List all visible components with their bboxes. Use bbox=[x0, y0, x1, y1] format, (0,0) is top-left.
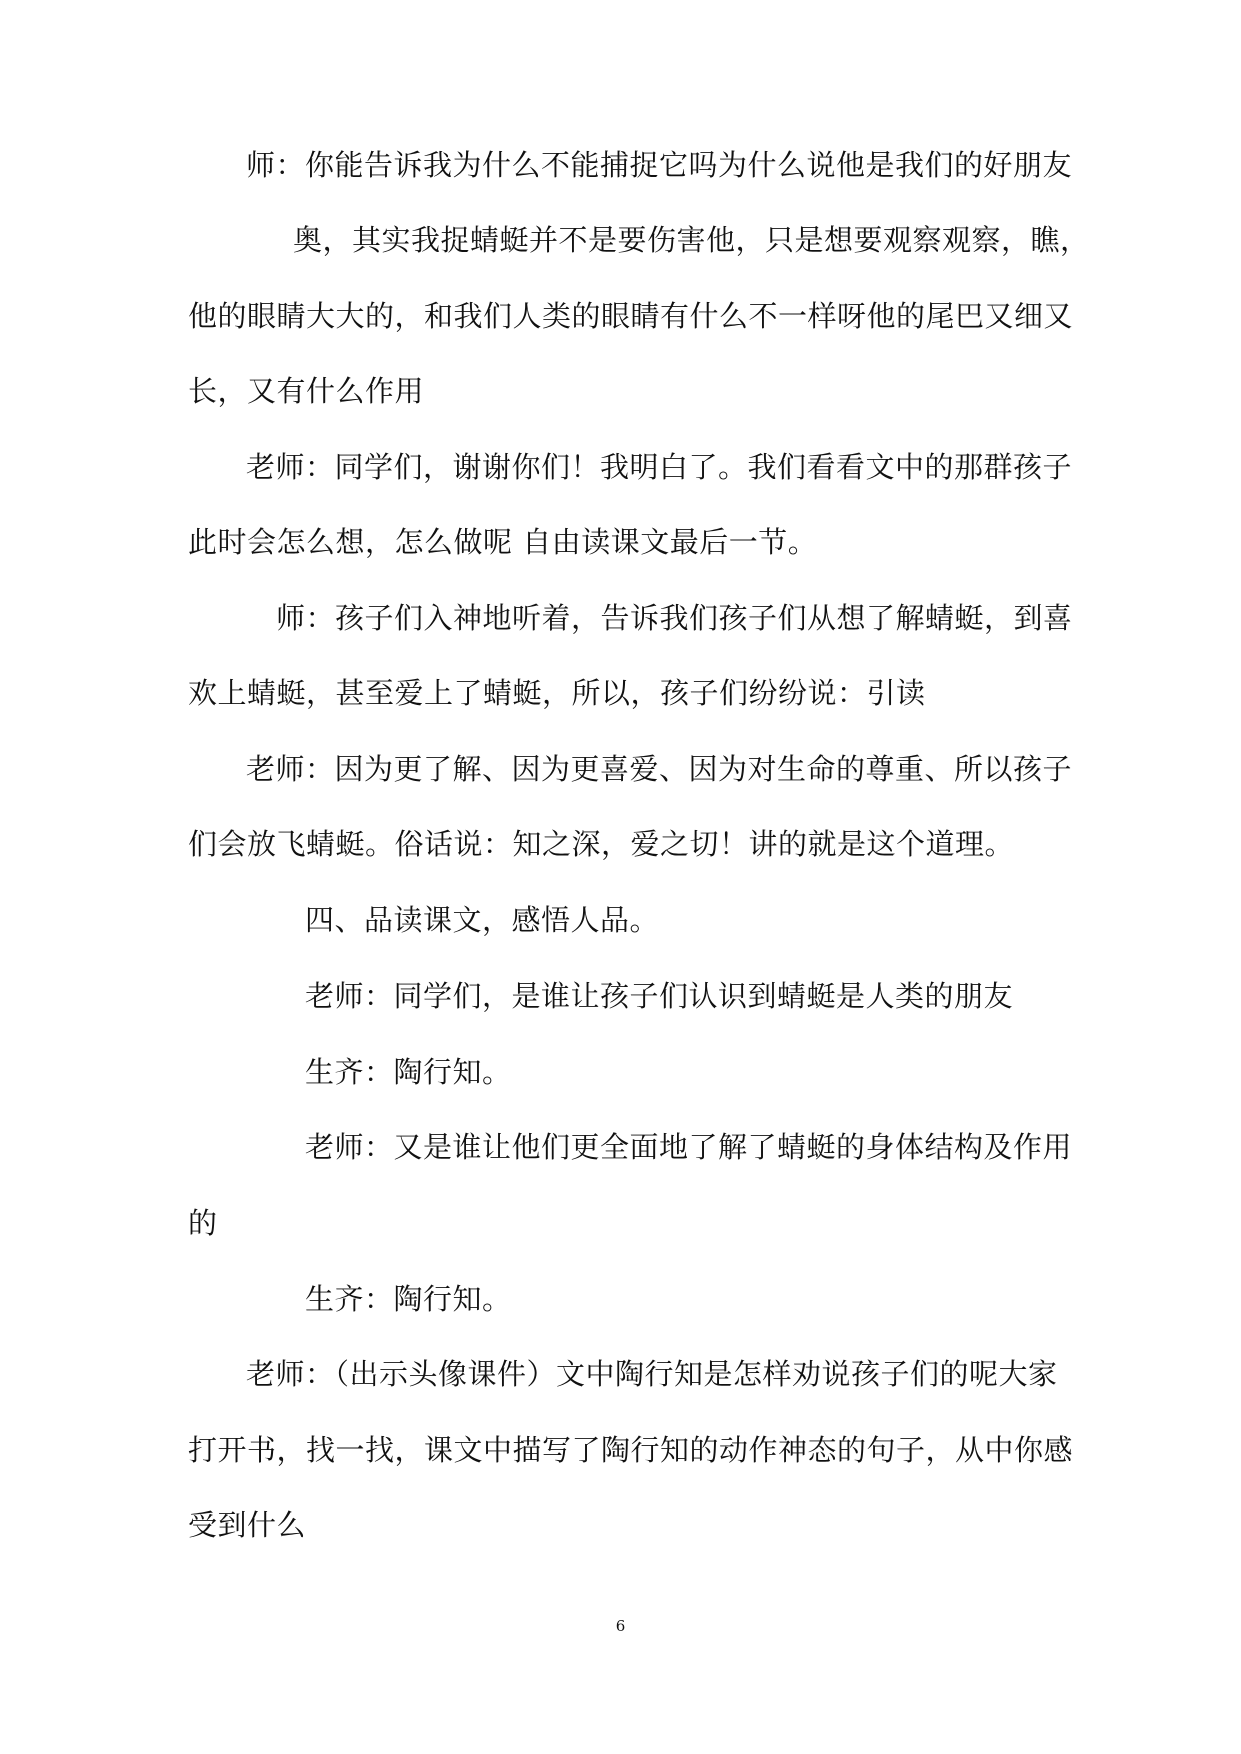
text-line-13: 生齐：陶行知。 bbox=[305, 1055, 512, 1089]
text-line-9: 老师：因为更了解、因为更喜爱、因为对生命的尊重、所以孩子 bbox=[246, 752, 1073, 786]
text-line-5: 老师：同学们，谢谢你们！我明白了。我们看看文中的那群孩子 bbox=[246, 450, 1073, 484]
text-line-14: 老师：又是谁让他们更全面地了解了蜻蜓的身体结构及作用 bbox=[305, 1130, 1073, 1164]
text-line-1: 师：你能告诉我为什么不能捕捉它吗为什么说他是我们的好朋友 bbox=[246, 148, 1073, 182]
text-line-8: 欢上蜻蜓，甚至爱上了蜻蜓，所以，孩子们纷纷说：引读 bbox=[188, 676, 926, 710]
text-line-15: 的 bbox=[188, 1206, 218, 1240]
text-line-7: 师：孩子们入神地听着，告诉我们孩子们从想了解蜻蜓，到喜 bbox=[276, 601, 1073, 635]
text-line-19: 受到什么 bbox=[188, 1508, 307, 1542]
page-number: 6 bbox=[615, 1617, 626, 1635]
text-line-12: 老师：同学们，是谁让孩子们认识到蜻蜓是人类的朋友 bbox=[305, 979, 1014, 1013]
text-line-17: 老师：（出示头像课件）文中陶行知是怎样劝说孩子们的呢大家 bbox=[246, 1357, 1058, 1391]
text-line-16: 生齐：陶行知。 bbox=[305, 1282, 512, 1316]
text-line-10: 们会放飞蜻蜓。俗话说：知之深，爱之切！讲的就是这个道理。 bbox=[188, 827, 1015, 861]
section-heading: 四、品读课文，感悟人品。 bbox=[305, 903, 660, 937]
text-line-3: 他的眼睛大大的，和我们人类的眼睛有什么不一样呀他的尾巴又细又 bbox=[188, 299, 1074, 333]
text-line-18: 打开书，找一找，课文中描写了陶行知的动作神态的句子，从中你感 bbox=[188, 1433, 1074, 1467]
text-line-4: 长，又有什么作用 bbox=[188, 374, 425, 408]
text-line-6: 此时会怎么想，怎么做呢 自由读课文最后一节。 bbox=[188, 525, 818, 559]
text-line-2: 奥，其实我捉蜻蜓并不是要伤害他，只是想要观察观察，瞧， bbox=[293, 223, 1090, 257]
